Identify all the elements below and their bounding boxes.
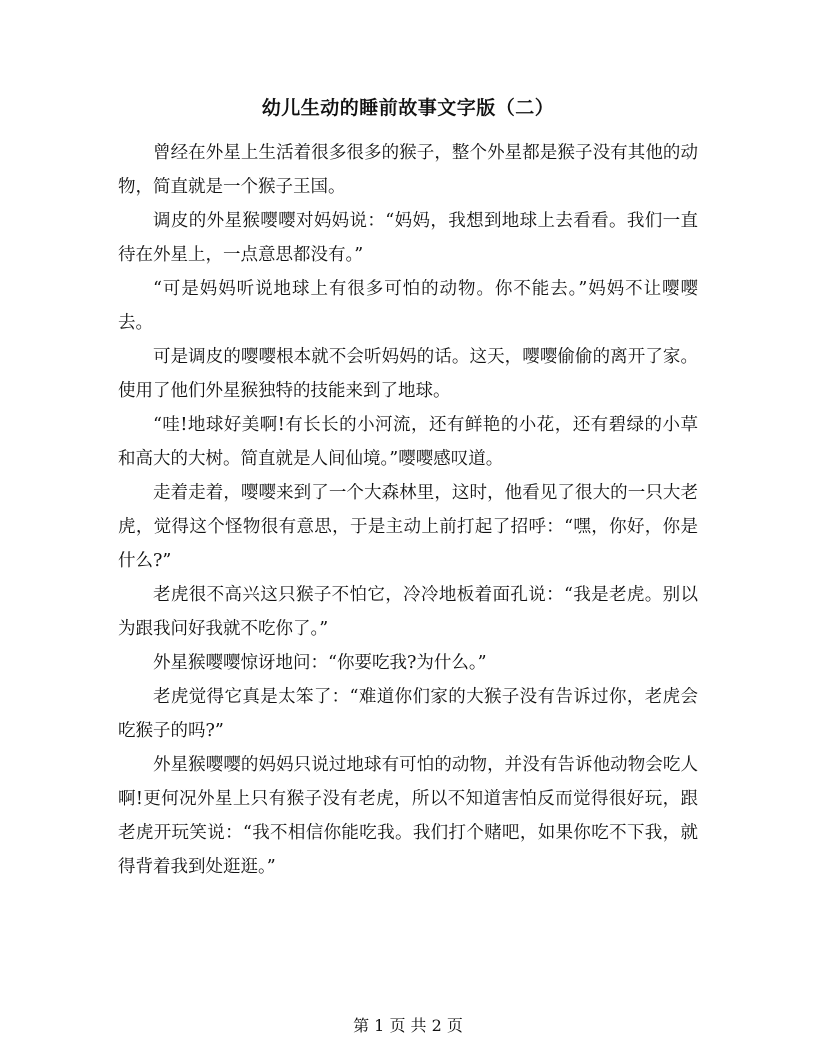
paragraph: 外星猴嘤嘤的妈妈只说过地球有可怕的动物，并没有告诉他动物会吃人啊!更何况外星上只有猴子没有老虎，所以不知道害怕反而觉得很好玩，跟老虎开玩笑说：“我不相信你能吃我。我们打个赌吧，如果你吃不下我，就得背着我到处逛逛。” (118, 755, 698, 877)
document-body (118, 136, 698, 884)
paragraph: 老虎觉得它真是太笨了：“难道你们家的大猴子没有告诉过你，老虎会吃猴子的吗?” (118, 687, 698, 741)
paragraph: 走着走着，嘤嘤来到了一个大森林里，这时，他看见了很大的一只大老虎，觉得这个怪物很有意思，于是主动上前打起了招呼：“嘿，你好，你是什么?” (118, 483, 698, 571)
paragraph: “哇!地球好美啊!有长长的小河流，还有鲜艳的小花，还有碧绿的小草和高大的大树。简直就是人间仙境。”嘤嘤感叹道。 (118, 415, 698, 469)
paragraph: 可是调皮的嘤嘤根本就不会听妈妈的话。这天，嘤嘤偷偷的离开了家。使用了他们外星猴独特的技能来到了地球。 (118, 347, 698, 401)
paragraph: 老虎很不高兴这只猴子不怕它，冷冷地板着面孔说：“我是老虎。别以为跟我问好我就不吃你了。” (118, 585, 698, 639)
page-number-label: 第 1 页 共 2 页 (353, 1016, 463, 1035)
paragraph: 外星猴嘤嘤惊讶地问：“你要吃我?为什么。” (153, 653, 487, 673)
paragraph: “可是妈妈听说地球上有很多可怕的动物。你不能去。”妈妈不让嘤嘤去。 (118, 279, 698, 333)
paragraph: 调皮的外星猴嘤嘤对妈妈说：“妈妈，我想到地球上去看看。我们一直待在外星上，一点意思都没有。” (118, 211, 698, 265)
paragraph: 曾经在外星上生活着很多很多的猴子，整个外星都是猴子没有其他的动物，简直就是一个猴子王国。 (118, 143, 698, 197)
page-footer (0, 1015, 816, 1037)
document-title: 幼儿生动的睡前故事文字版（二） (261, 97, 555, 119)
